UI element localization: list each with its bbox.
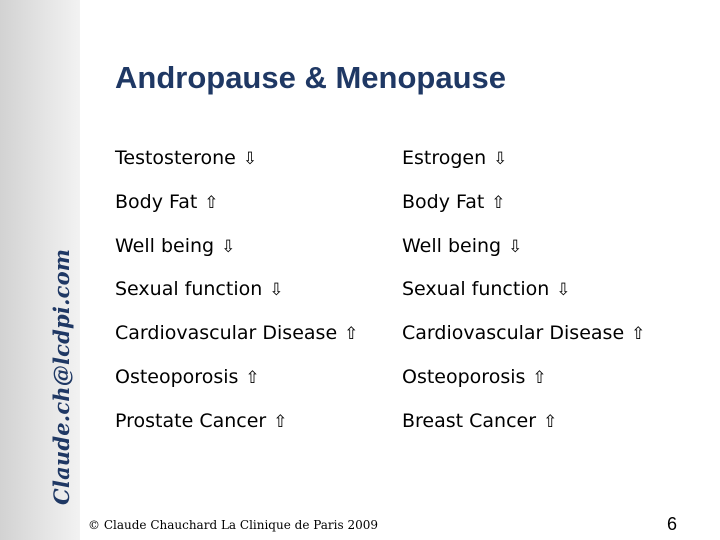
- list-item: [115, 316, 358, 360]
- list-item: [115, 404, 358, 448]
- hollow-down-arrow-icon: ⇩: [508, 236, 523, 257]
- list-item: [402, 316, 645, 360]
- hollow-up-arrow-icon: ⇧: [273, 411, 288, 432]
- list-item: [402, 141, 645, 185]
- andropause-column: [115, 141, 358, 448]
- list-item: [115, 141, 358, 185]
- item-label: Osteoporosis: [115, 365, 239, 388]
- hollow-up-arrow-icon: ⇧: [491, 192, 506, 213]
- hollow-down-arrow-icon: ⇩: [493, 149, 508, 169]
- hollow-up-arrow-icon: ⇧: [204, 192, 219, 213]
- list-item: [115, 360, 358, 404]
- item-label: Cardiovascular Disease: [115, 322, 338, 345]
- item-label: Sexual function: [402, 278, 550, 301]
- side-email-label: Claude.ch@lcdpi.com: [49, 248, 74, 505]
- item-label: Prostate Cancer: [115, 409, 267, 432]
- list-item: [115, 185, 358, 229]
- hollow-down-arrow-icon: ⇩: [269, 280, 284, 301]
- item-label: Breast Cancer: [402, 409, 537, 432]
- hollow-down-arrow-icon: ⇩: [556, 280, 571, 301]
- list-item: [402, 185, 645, 229]
- item-label: Body Fat: [402, 190, 485, 213]
- item-label: Testosterone: [115, 147, 236, 169]
- menopause-column: [402, 141, 645, 448]
- list-item: [402, 404, 645, 448]
- hollow-down-arrow-icon: ⇩: [242, 149, 258, 169]
- item-label: Cardiovascular Disease: [402, 322, 625, 345]
- hollow-up-arrow-icon: ⇧: [631, 324, 646, 345]
- list-item: [115, 229, 358, 273]
- item-label: Body Fat: [115, 190, 198, 213]
- item-label: Estrogen: [402, 147, 487, 169]
- list-item: [402, 229, 645, 273]
- hollow-up-arrow-icon: ⇧: [245, 367, 260, 388]
- hollow-up-arrow-icon: ⇧: [543, 411, 558, 432]
- hollow-up-arrow-icon: ⇧: [532, 367, 547, 388]
- item-label: Osteoporosis: [402, 365, 526, 388]
- copyright-footer: © Claude Chauchard La Clinique de Paris 2009: [88, 518, 379, 532]
- item-label: Sexual function: [115, 278, 263, 301]
- page-number: 6: [667, 514, 678, 534]
- hollow-up-arrow-icon: ⇧: [344, 324, 359, 345]
- list-item: [402, 360, 645, 404]
- item-label: Well being: [402, 234, 502, 257]
- item-label: Well being: [115, 234, 215, 257]
- list-item: [115, 272, 358, 316]
- slide-title: Andropause & Menopause: [115, 60, 506, 95]
- hollow-down-arrow-icon: ⇩: [221, 236, 236, 257]
- list-item: [402, 272, 645, 316]
